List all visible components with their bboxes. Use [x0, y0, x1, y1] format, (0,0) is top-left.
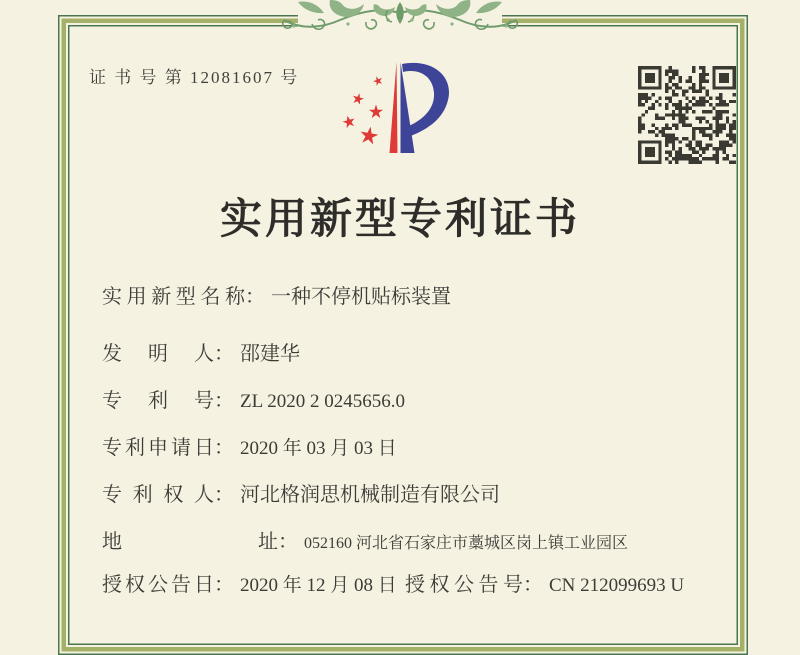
field-value: CN 212099693 U [549, 575, 685, 596]
label-colon: ： [523, 574, 543, 596]
field-row-patent-number [102, 387, 405, 416]
field-row-filing-date [102, 434, 397, 463]
field-label: 授权公告日 [102, 574, 214, 596]
label-colon: ： [214, 484, 234, 506]
field-value: 一种不停机贴标装置 [271, 286, 451, 308]
field-label: 专利申请日 [102, 437, 214, 459]
field-value: 邵建华 [240, 343, 300, 365]
field-label: 实用新型名称 [102, 286, 245, 308]
qr-code [635, 66, 739, 164]
field-label: 授权公告号 [405, 574, 523, 596]
field-value: ZL 2020 2 0245656.0 [240, 391, 406, 412]
field-row-patentee [102, 481, 500, 509]
field-row-address [102, 528, 628, 558]
field-value: 2020 年 03 月 03 日 [240, 438, 397, 459]
label-colon: ： [214, 437, 234, 459]
field-row-inventor [102, 340, 300, 368]
field-row-grant-date [102, 571, 397, 600]
field-value: 2020 年 12 月 08 日 [240, 575, 397, 596]
field-value: 052160 河北省石家庄市藁城区岗上镇工业园区 [304, 535, 629, 552]
flourish-ornament-icon [278, 0, 522, 40]
label-colon: ： [214, 343, 234, 365]
label-colon: ： [278, 531, 298, 553]
patent-office-logo-icon [336, 50, 456, 162]
label-colon: ： [245, 286, 265, 308]
certificate-number: 证 书 号 第 12081607 号 [89, 68, 300, 87]
label-colon: ： [214, 390, 234, 412]
field-label: 专利号 [102, 390, 214, 412]
field-row-name [102, 283, 451, 311]
label-colon: ： [214, 574, 234, 596]
field-label: 地址 [102, 531, 278, 553]
field-row-grant-number [405, 571, 684, 600]
field-label: 专利权人 [102, 484, 214, 506]
certificate-title: 实用新型专利证书 [219, 197, 580, 243]
field-value: 河北格润思机械制造有限公司 [240, 484, 500, 506]
field-label: 发明人 [102, 343, 214, 365]
